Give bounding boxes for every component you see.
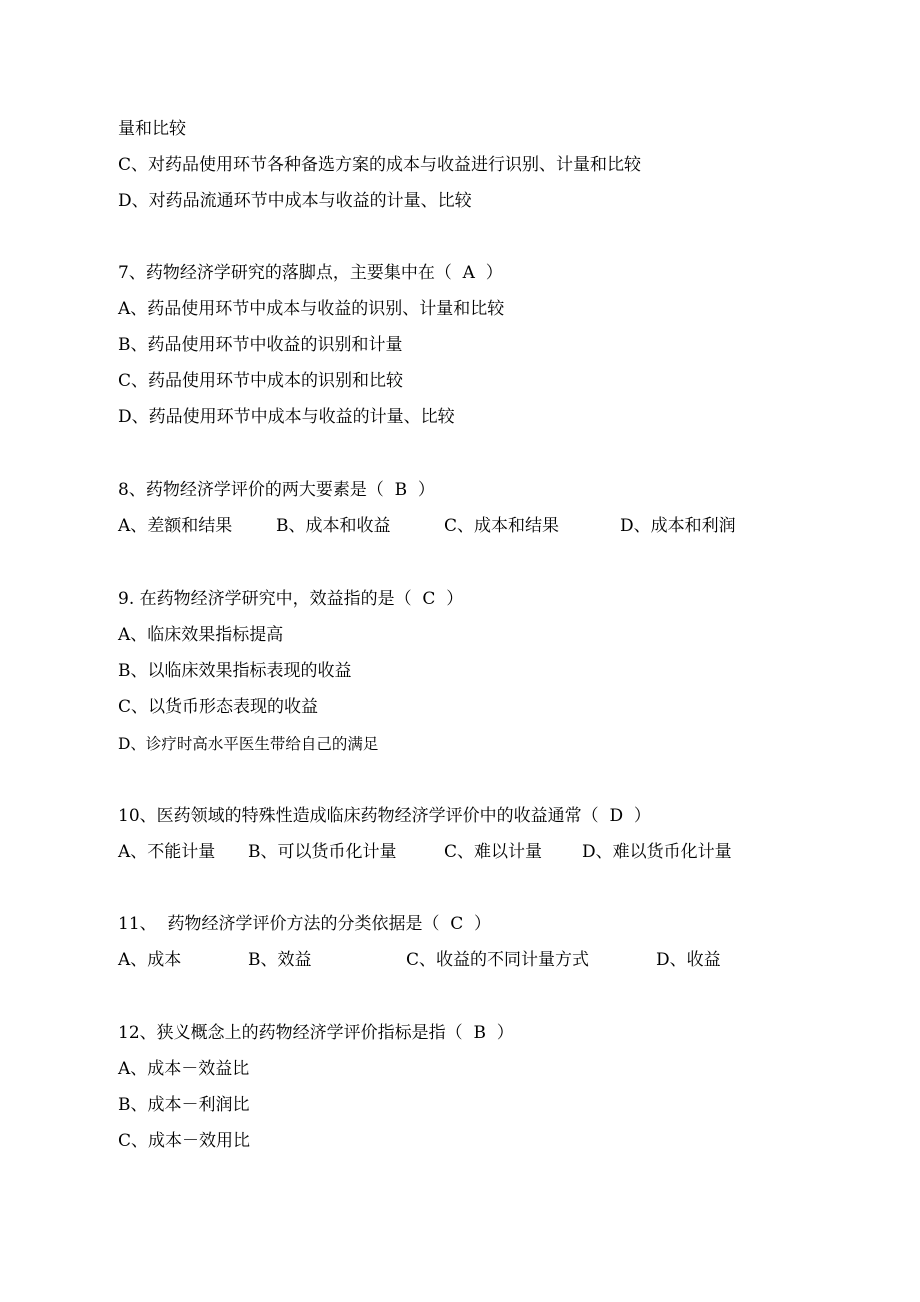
question-11-option-b: B、效益 — [248, 950, 312, 970]
question-7-option-a: A、药品使用环节中成本与收益的识别、计量和比较 — [118, 299, 505, 319]
question-11-stem: 11、 药物经济学评价方法的分类依据是（ C ） — [118, 914, 492, 934]
question-7-option-c: C、药品使用环节中成本的识别和比较 — [118, 371, 404, 391]
question-11-option-c: C、收益的不同计量方式 — [406, 950, 590, 970]
question-7-option-d: D、药品使用环节中成本与收益的计量、比较 — [118, 407, 455, 427]
question-9-option-d: D、诊疗时高水平医生带给自己的满足 — [118, 735, 379, 753]
question-12-stem: 12、狭义概念上的药物经济学评价指标是指（ B ） — [118, 1023, 514, 1043]
question-8-option-c: C、成本和结果 — [444, 516, 560, 536]
question-10-option-b: B、可以货币化计量 — [248, 842, 397, 862]
question-9-option-b: B、以临床效果指标表现的收益 — [118, 661, 352, 681]
question-7-stem: 7、药物经济学研究的落脚点，主要集中在（ A ） — [118, 263, 503, 283]
question-9-stem: 9. 在药物经济学研究中，效益指的是（ C ） — [118, 589, 464, 609]
question-7-option-b: B、药品使用环节中收益的识别和计量 — [118, 335, 403, 355]
question-9-option-a: A、临床效果指标提高 — [118, 625, 284, 645]
question-12-option-b: B、成本－利润比 — [118, 1095, 250, 1115]
question-8-stem: 8、药物经济学评价的两大要素是（ B ） — [118, 480, 435, 500]
question-10-stem: 10、医药领域的特殊性造成临床药物经济学评价中的收益通常（ D ） — [118, 806, 651, 826]
question-12-option-c: C、成本－效用比 — [118, 1131, 251, 1151]
question-8-option-b: B、成本和收益 — [276, 516, 391, 536]
question-6-tail: 量和比较 — [118, 119, 186, 139]
question-11-option-a: A、成本 — [118, 950, 182, 970]
question-9-option-c: C、以货币形态表现的收益 — [118, 697, 319, 717]
question-6-option-d: D、对药品流通环节中成本与收益的计量、比较 — [118, 191, 472, 211]
question-10-option-a: A、不能计量 — [118, 842, 216, 862]
question-12-option-a: A、成本－效益比 — [118, 1059, 250, 1079]
question-8-option-d: D、成本和利润 — [620, 516, 736, 536]
question-10-option-d: D、难以货币化计量 — [582, 842, 732, 862]
question-11-option-d: D、收益 — [656, 950, 721, 970]
question-6-option-c: C、对药品使用环节各种备选方案的成本与收益进行识别、计量和比较 — [118, 155, 642, 175]
question-10-option-c: C、难以计量 — [444, 842, 543, 862]
question-8-option-a: A、差额和结果 — [118, 516, 233, 536]
